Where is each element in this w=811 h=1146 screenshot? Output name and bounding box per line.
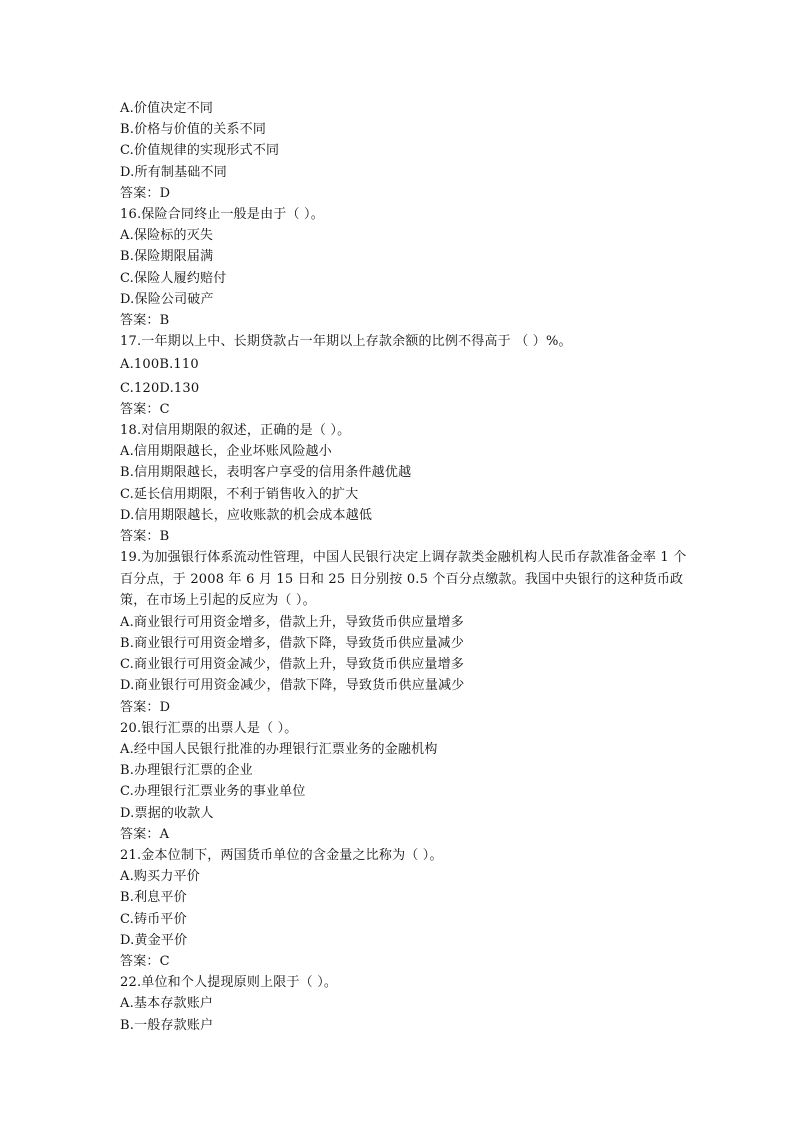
option-c: C.价值规律的实现形式不同 — [120, 143, 280, 159]
option-b: B.办理银行汇票的企业 — [120, 763, 253, 779]
question-22 — [120, 972, 690, 1036]
question-stem: 17.一年期以上中、长期贷款占一年期以上存款余额的比例不得高于 （ ）%。 — [120, 334, 572, 350]
option-b: B.一般存款账户 — [120, 1017, 214, 1033]
option-d: D.所有制基础不同 — [120, 164, 227, 180]
question-stem: 20.银行汇票的出票人是（ ）。 — [120, 720, 298, 736]
option-b: B.利息平价 — [120, 890, 187, 906]
option-b: B.价格与价值的关系不同 — [120, 122, 267, 138]
option-cd: C.120D.130 — [120, 380, 200, 396]
option-c: C.商业银行可用资金减少，借款上升，导致货币供应量增多 — [120, 657, 465, 673]
question-16 — [120, 204, 690, 331]
question-21 — [120, 845, 690, 972]
answer: 答案：B — [120, 313, 170, 329]
option-d: D.黄金平价 — [120, 932, 188, 948]
option-a: A.价值决定不同 — [120, 101, 214, 116]
document-page — [120, 98, 690, 1036]
question-stem: 16.保险合同终止一般是由于（ ）。 — [120, 207, 324, 223]
option-b: B.保险期限届满 — [120, 249, 214, 265]
answer: 答案：D — [120, 699, 171, 715]
option-b: B.商业银行可用资金增多，借款下降，导致货币供应量减少 — [120, 635, 465, 651]
question-18 — [120, 420, 690, 547]
question-stem: 21.金本位制下，两国货币单位的含金量之比称为（ ）。 — [120, 848, 443, 863]
answer: 答案：A — [120, 826, 170, 842]
question-15-tail — [120, 98, 690, 204]
option-d: D.票据的收款人 — [120, 805, 214, 821]
question-stem: 18.对信用期限的叙述，正确的是（ ）。 — [120, 423, 351, 439]
option-a: A.商业银行可用资金增多，借款上升，导致货币供应量增多 — [120, 614, 464, 630]
option-b: B.信用期限越长，表明客户享受的信用条件越优越 — [120, 465, 412, 481]
option-ab: A.100B.110 — [120, 357, 199, 373]
answer: 答案：D — [120, 185, 171, 201]
question-17 — [120, 331, 690, 420]
question-stem: 19.为加强银行体系流动性管理，中国人民银行决定上调存款类金融机构人民币存款准备金率 1 个百分点，于 2008 年 6 月 15 日和 25 日分别按 0.5 个百分点缴款。我国中央银行的这种货币政策，在市场上引起的反应为（ ）。 — [120, 550, 687, 609]
option-a: A.经中国人民银行批准的办理银行汇票业务的金融机构 — [120, 741, 438, 757]
option-a: A.基本存款账户 — [120, 996, 214, 1012]
option-c: C.延长信用期限，不利于销售收入的扩大 — [120, 486, 359, 502]
option-d: D.保险公司破产 — [120, 291, 214, 307]
question-20 — [120, 718, 690, 845]
option-a: A.购买力平价 — [120, 869, 200, 885]
option-a: A.信用期限越长，企业坏账风险越小 — [120, 444, 332, 460]
answer: 答案：B — [120, 529, 170, 545]
option-d: D.信用期限越长，应收账款的机会成本越低 — [120, 507, 373, 523]
option-a: A.保险标的灭失 — [120, 228, 214, 244]
answer: 答案：C — [120, 401, 170, 417]
option-d: D.商业银行可用资金减少，借款下降，导致货币供应量减少 — [120, 678, 465, 694]
option-c: C.铸币平价 — [120, 911, 187, 927]
question-stem: 22.单位和个人提现原则上限于（ ）。 — [120, 975, 338, 991]
option-c: C.办理银行汇票业务的事业单位 — [120, 784, 306, 800]
question-19 — [120, 547, 690, 718]
answer: 答案：C — [120, 954, 170, 970]
option-c: C.保险人履约赔付 — [120, 270, 227, 286]
